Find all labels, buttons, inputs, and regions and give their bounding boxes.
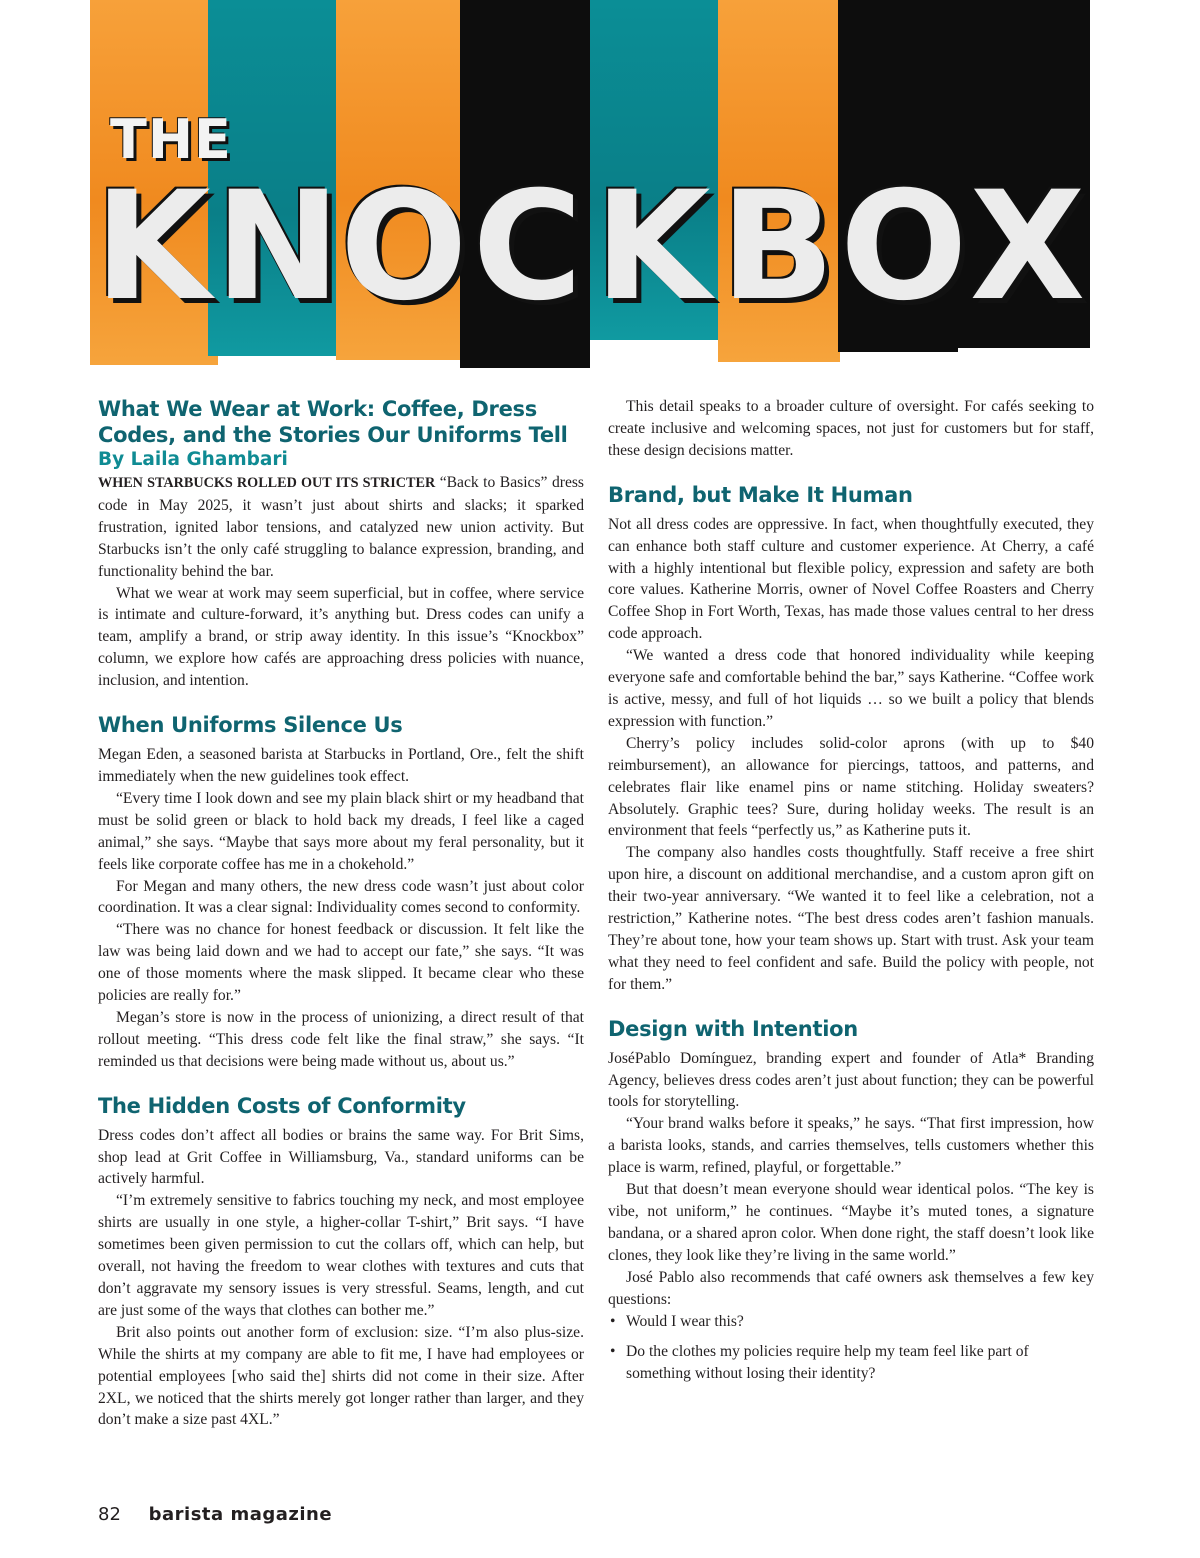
body-paragraph: José Pablo also recommends that café owners ask themselves a few key questions: <box>608 1268 1094 1308</box>
body-paragraph: The company also handles costs thoughtfully. Staff receive a free shirt upon hire, a discount on additional merchandise, and a custom apron gift on their two-year anniversary. “We wanted it to feel like a celebration, not a restriction,” Katherine notes. “The best dress codes aren’t fashion manuals. They’re about tone, how your team shows up. Start with trust. Ask your team what they need to feel confident and safe. Build the policy with people, not for them.” <box>608 844 1094 993</box>
masthead-letter: X <box>969 160 1086 334</box>
body-paragraph: “Your brand walks before it speaks,” he says. “That first impression, how a barista looks, stands, and carries themselves, tells customers whether this place is warm, refined, playful, or forgettable.” <box>608 1115 1094 1177</box>
masthead-letter: K <box>594 160 711 334</box>
body-paragraph: “Every time I look down and see my plain black shirt or my headband that must be solid green or black to hold back my dreads, I feel like a caged animal,” she says. “Maybe that says more about my feral personality, but it feels like corporate coffee has me in a chokehold.” <box>98 789 584 873</box>
article-title: What We Wear at Work: Coffee, Dress Codes, and the Stories Our Uniforms Tell <box>98 397 568 447</box>
right-column <box>608 396 1094 1385</box>
list-item: • Do the clothes my policies require help my team feel like part of something without losing their identity? <box>608 1341 1094 1385</box>
byline: By Laila Ghambari <box>98 449 288 470</box>
body-paragraph: Brit also points out another form of exclusion: size. “I’m also plus-size. While the shirts at my company are able to fit me, I have had employees or potential employees [who said the] shirts did not come in their size. After 2XL, we noticed that the shirts merely got longer rather than larger, and they don’t make a size past 4XL.” <box>98 1323 584 1429</box>
masthead-letter: B <box>720 160 835 334</box>
left-column <box>98 396 584 1431</box>
body-paragraph: “We wanted a dress code that honored individuality while keeping everyone safe and comfortable behind the bar,” says Katherine. “Coffee work is active, messy, and full of hot liquids … so we built a policy that blends expression with function.” <box>608 647 1094 730</box>
body-paragraph: “I’m extremely sensitive to fabrics touching my neck, and most employee shirts are usually in one style, a higher-collar T-shirt,” Brit says. “I have sometimes been given permission to cut the collars off, which can help, but overall, not having the freedom to wear clothes with textures and cuts that don’t aggravate my sensory issues is very stressful. Seams, length, and cut are just some of the ways that clothes can bother me.” <box>98 1192 584 1319</box>
lead-text: “Back to Basics” dress code in May 2025, it wasn’t just about shirts and slacks; it sparked frustration, ignited labor tensions, and catalyzed new union activity. But Starbucks isn’t the only café struggling to balance expression, branding, and functionality behind the bar. <box>98 474 585 580</box>
body-paragraph: “There was no chance for honest feedback or discussion. It felt like the law was being laid down and we had to accept our fate,” she says. “It was one of those moments where the mask slipped. It became clear who these policies are really for.” <box>98 921 584 1005</box>
section-heading: When Uniforms Silence Us <box>98 713 403 738</box>
section-heading: The Hidden Costs of Conformity <box>98 1093 466 1118</box>
body-paragraph: This detail speaks to a broader culture of oversight. For cafés seeking to create inclusive and welcoming spaces, not just for customers but for staff, these design decisions matter. <box>608 398 1094 459</box>
masthead-letter: K <box>94 160 211 334</box>
body-paragraph: JoséPablo Domínguez, branding expert and founder of Atla* Branding Agency, believes dress codes aren’t just about function; they can be powerful tools for storytelling. <box>608 1049 1094 1111</box>
body-paragraph: Megan’s store is now in the process of unionizing, a direct result of that rollout meeting. “This dress code felt like the final straw,” she says. “It reminded us that decisions were being made without us, about us.” <box>98 1008 584 1070</box>
lead-caps: WHEN STARBUCKS ROLLED OUT ITS STRICTER <box>98 475 436 491</box>
section-heading: Design with Intention <box>608 1016 858 1041</box>
page-number: 82 <box>98 1504 121 1525</box>
masthead-letter: C <box>472 160 583 334</box>
question-list <box>608 1311 1094 1386</box>
masthead-knockbox <box>90 152 1090 342</box>
body-paragraph: Cherry’s policy includes solid-color aprons (with up to $40 reimbursement), an allowance for piercings, tattoos, and patterns, and celebrates flair like enamel pins or name stitching. Holiday sweaters? Absolutely. Graphic tees? Sure, during holiday weeks. The result is an environment that feels “perfectly us,” as Katherine puts it. <box>608 734 1094 840</box>
lead-paragraph <box>98 472 584 583</box>
list-item: • Would I wear this? <box>608 1311 1094 1333</box>
body-paragraph: Not all dress codes are oppressive. In fact, when thoughtfully executed, they can enhance both staff culture and customer experience. At Cherry, a café with a highly intentional but flexible policy, expression and safety are both core values. Katherine Morris, owner of Novel Coffee Roasters and Cherry Coffee Shop in Fort Worth, Texas, has made those values central to her dress code approach. <box>608 515 1094 643</box>
masthead-the: THE <box>110 108 232 171</box>
body-paragraph: Dress codes don’t affect all bodies or brains the same way. For Brit Sims, shop lead at Grit Coffee in Williamsburg, Va., standard uniforms can be actively harmful. <box>98 1126 584 1188</box>
body-paragraph: What we wear at work may seem superficial, but in coffee, where service is intimate and culture-forward, it’s anything but. Dress codes can unify a team, amplify a brand, or strip away identity. In this issue’s “Knockbox” column, we explore how cafés are approaching dress policies with nuance, inclusion, and intention. <box>98 584 584 690</box>
body-paragraph: Megan Eden, a seasoned barista at Starbucks in Portland, Ore., felt the shift immediately when the new guidelines took effect. <box>98 746 584 785</box>
publication-name: barista magazine <box>148 1504 333 1525</box>
masthead-letter: N <box>215 160 341 334</box>
masthead-letter: O <box>840 160 968 334</box>
body-paragraph: But that doesn’t mean everyone should wear identical polos. “The key is vibe, not uniform,” he continues. “Maybe it’s muted tones, a signature bandana, or a shared apron color. When done right, the staff doesn’t look like clones, they look like they’re living in the same world.” <box>608 1181 1094 1264</box>
masthead-letter: O <box>340 160 468 334</box>
knockbox-masthead <box>90 0 1090 372</box>
page-footer <box>98 1504 332 1525</box>
body-paragraph: For Megan and many others, the new dress code wasn’t just about color coordination. It was a clear signal: Individuality comes second to conformity. <box>98 877 584 917</box>
section-heading: Brand, but Make It Human <box>608 482 913 507</box>
